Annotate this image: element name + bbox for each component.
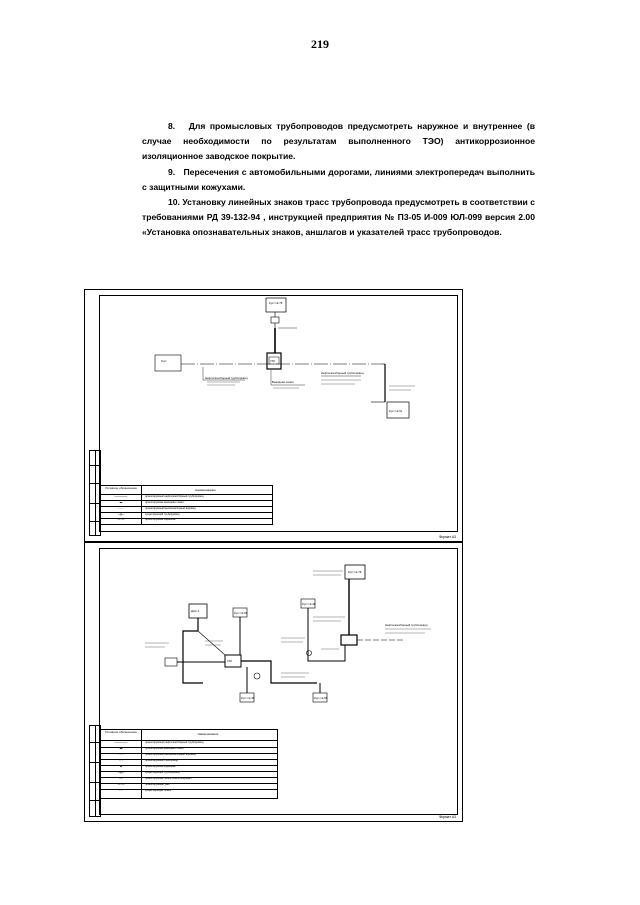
legend-header-name: Наименование: [197, 731, 219, 736]
center-annotation: Выкидная линия: [272, 380, 294, 384]
drawing-sheet-1: [84, 289, 463, 542]
pad-e-label: Куст № 56: [314, 696, 328, 700]
pad-b-label: Куст № 66: [234, 611, 248, 615]
legend-row: ▬ проектируемая выкидная линия: [101, 747, 277, 754]
pad-top-label: Куст № 78: [348, 570, 362, 574]
legend-row: ————— проектируемый нефтегазосборный трубопровод: [101, 741, 277, 748]
legend-row: ▬ проектируемая выкидная линия: [101, 501, 272, 507]
legend-row: —∥— существующий трубопровод: [101, 771, 277, 778]
left-well-box: [155, 355, 181, 371]
legend-header-symbol: Условное обозначение: [105, 730, 137, 734]
sheet-2-legend: [100, 729, 278, 799]
legend-row: - · - проектируемый газопровод: [101, 759, 277, 766]
legend-row: ⊗ проектируемая задвижка: [101, 765, 277, 772]
sheet-2-format-label: Формат А3: [438, 815, 456, 819]
legend-row: - - - - проектируемый высоконапорный водовод: [101, 507, 272, 513]
text-body: [142, 119, 535, 241]
paragraph-9: 9. Пересечения с автомобильными дорогами, линиями электропередач выполнить с защитными кожухами.: [142, 166, 535, 192]
left-annotation: Нефтегазосборный трубопровод: [205, 376, 248, 380]
pad-top-label: Куст № 78: [269, 301, 283, 305]
legend-row: - - - - проектируемый высоконапорный водовод: [101, 753, 277, 760]
legend-row: ————— проектируемый нефтегазосборный трубопровод: [101, 495, 272, 501]
legend-header-symbol: Условное обозначение: [105, 486, 137, 490]
right-pad-label: Куст № 51: [389, 409, 403, 413]
pad-c-label: Куст № 48: [302, 602, 316, 606]
legend-header-name: Наименование: [195, 487, 216, 492]
legend-row: —○— проектируемая задвижка: [117, 518, 176, 521]
right-annotation: Нефтегазосборный трубопровод: [385, 623, 428, 627]
paragraph-8: 8. Для промысловых трубопроводов предусмотреть наружное и внутреннее (в случае необходимости по результатам выполненного ТЭО) антикоррозионное изоляционное заводское покрытие.: [142, 121, 535, 162]
paragraph-10: 10. Установку линейных знаков трасс трубопровода предусмотреть в соответствии с требованиями РД 39-132-94 , инструкцией предприятия № П3-05 И-009 ЮЛ-099 версия 2.00 «Установка опознавательных знаков, аншлагов и указателей трасс трубопроводов.: [142, 197, 535, 238]
sheet-1-format-label: Формат А3: [438, 535, 456, 539]
page-number: 219: [311, 37, 329, 51]
center-node-label: УЗУ: [270, 359, 276, 363]
pad-d-label: Куст № 45: [241, 696, 255, 700]
legend-row: - - - существующая линия: [118, 789, 172, 792]
legend-row: —○— проектируемый узел: [101, 783, 277, 790]
pad-a-label: ДНС-1: [191, 609, 200, 613]
legend-row: —∥— существующий трубопровод: [101, 513, 272, 519]
sheet-1-legend: [100, 485, 273, 525]
center-node-label: УЗУ: [227, 659, 233, 663]
legend-row: -·-·- проектируемая линия электропередач: [101, 777, 277, 784]
left-well-label: Куст: [161, 359, 167, 363]
drawing-sheet-2: [84, 542, 463, 822]
right-annotation: Нефтегазосборный трубопровод: [321, 371, 364, 375]
